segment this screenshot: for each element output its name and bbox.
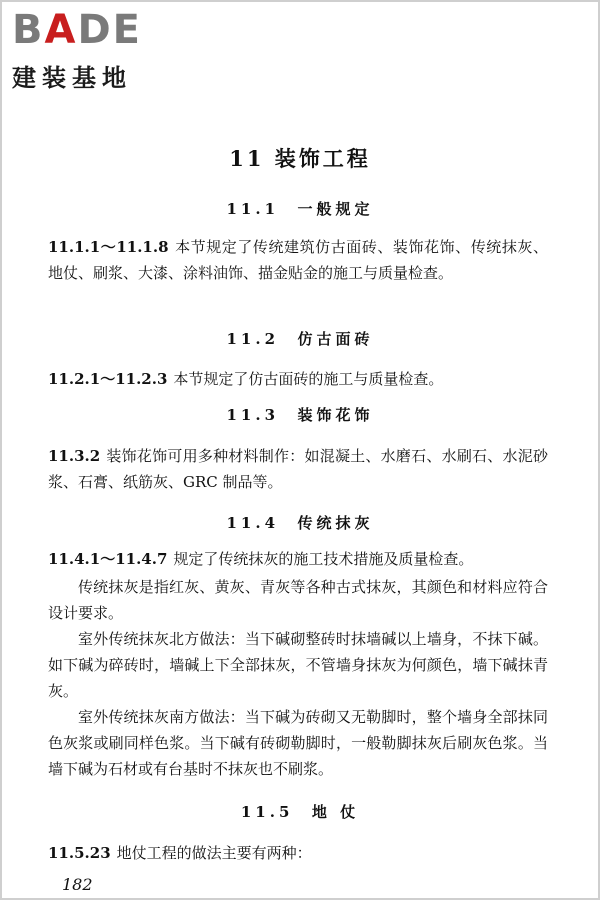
clause-number: 11.2.1～11.2.3 xyxy=(48,370,168,388)
paragraph: 11.2.1～11.2.3 本节规定了仿古面砖的施工与质量检查。 xyxy=(48,370,444,388)
clause-number: 11.5.23 xyxy=(48,844,111,862)
section-heading-11-2: 11.2 仿古面砖 xyxy=(226,330,374,348)
logo-subtitle: 建装基地 xyxy=(12,64,132,92)
clause-number: 11.3.2 xyxy=(48,447,101,465)
clause-number: 11.1.1～11.1.8 xyxy=(48,238,169,256)
paragraph: 室外传统抹灰南方做法：当下碱为砖砌又无勒脚时，整个墙身全部抹同色灰浆或刷同样色浆。当下碱有砖砌勒脚时，一般勒脚抹灰后刷灰色浆。当墙下碱为石材或有台基时不抹灰也不刷浆。 xyxy=(48,708,548,778)
section-heading-11-5: 11.5 地 仗 xyxy=(240,803,360,821)
paragraph: 11.3.2 装饰花饰可用多种材料制作：如混凝土、水磨石、水刷石、水泥砂浆、石膏、纸筋灰、GRC 制品等。 xyxy=(48,447,548,491)
section-heading-11-3: 11.3 装饰花饰 xyxy=(226,406,374,424)
paragraph: 11.5.23 地仗工程的做法主要有两种： xyxy=(48,844,312,862)
paragraph: 传统抹灰是指红灰、黄灰、青灰等各种古式抹灰，其颜色和材料应符合设计要求。 xyxy=(48,578,548,622)
chapter-title: 11 装饰工程 xyxy=(229,146,371,171)
paragraph: 11.1.1～11.1.8 本节规定了传统建筑仿古面砖、装饰花饰、传统抹灰、地仗、刷浆、大漆、涂料油饰、描金贴金的施工与质量检查。 xyxy=(48,238,548,282)
bade-logo xyxy=(12,8,142,93)
page-number: 182 xyxy=(62,875,93,894)
clause-number: 11.4.1～11.4.7 xyxy=(48,550,168,568)
section-heading-11-1: 11.1 一般规定 xyxy=(226,200,374,218)
paragraph: 室外传统抹灰北方做法：当下碱砌整砖时抹墙碱以上墙身，不抹下碱。如下碱为碎砖时，墙碱上下全部抹灰，不管墙身抹灰为何颜色，墙下碱抹青灰。 xyxy=(48,630,548,700)
section-heading-11-4: 11.4 传统抹灰 xyxy=(226,514,374,532)
logo-wordmark: BADE xyxy=(12,7,142,53)
paragraph: 11.4.1～11.4.7 规定了传统抹灰的施工技术措施及质量检查。 xyxy=(48,550,474,568)
